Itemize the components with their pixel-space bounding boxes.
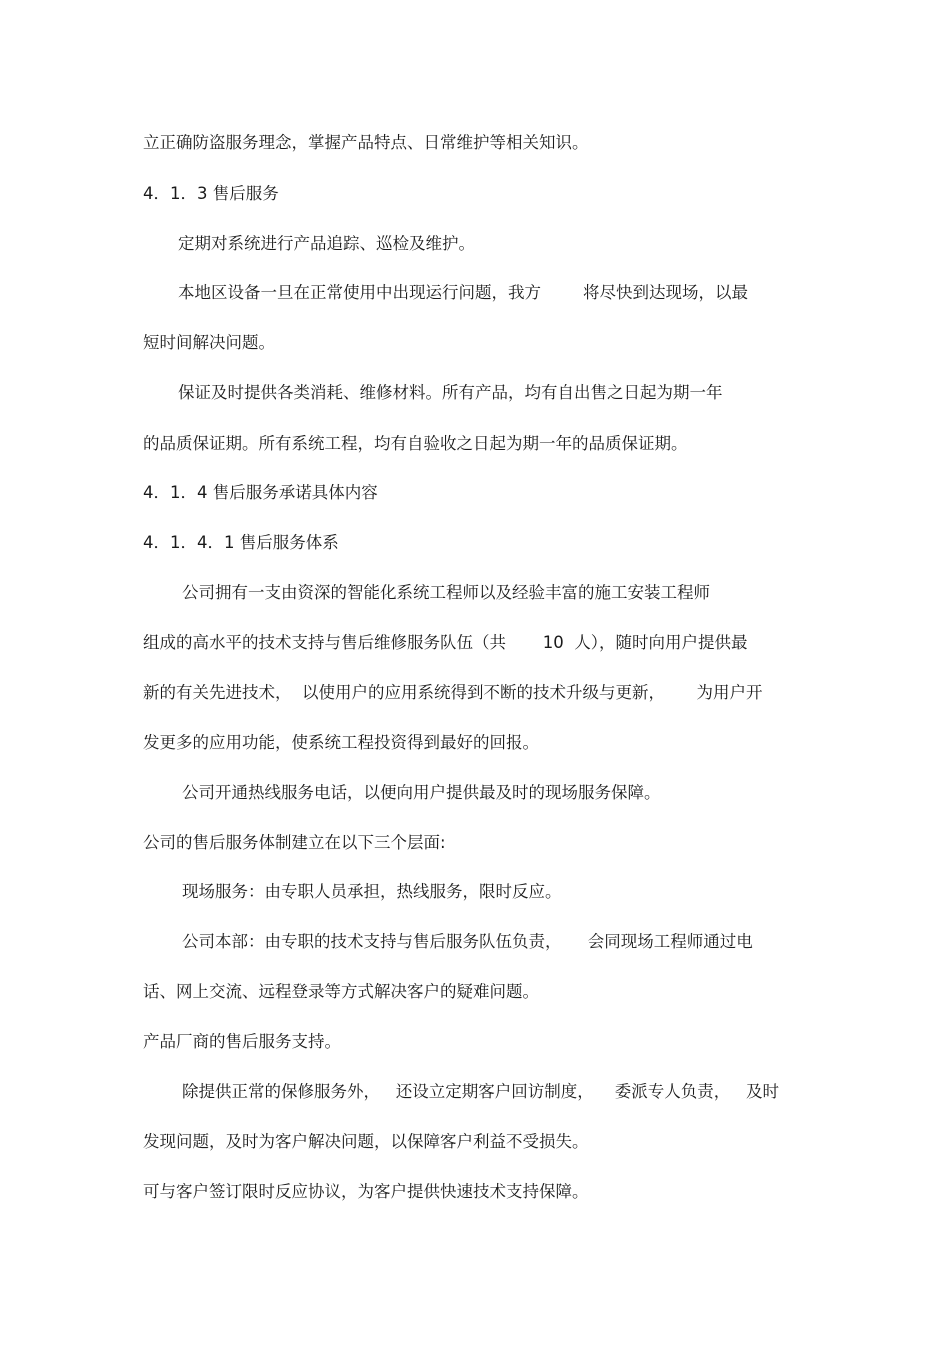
paragraph-line: 本地区设备一旦在正常使用中出现运行问题，我方 将尽快到达现场，以最 xyxy=(178,283,748,302)
paragraph-line: 的品质保证期。所有系统工程，均有自验收之日起为期一年的品质保证期。 xyxy=(143,434,688,453)
list-item-onsite-service: 现场服务：由专职人员承担，热线服务，限时反应。 xyxy=(182,882,562,901)
paragraph-line: 新的有关先进技术， 以使用户的应用系统得到不断的技术升级与更新， 为用户开 xyxy=(143,683,763,702)
paragraph-line: 发更多的应用功能，使系统工程投资得到最好的回报。 xyxy=(143,733,539,752)
paragraph-line: 立正确防盗服务理念，掌握产品特点、日常维护等相关知识。 xyxy=(143,133,589,152)
section-heading-4-1-4: 4．1．4 售后服务承诺具体内容 xyxy=(143,483,378,502)
list-item-headquarters: 公司本部：由专职的技术支持与售后服务队伍负责， 会同现场工程师通过电 xyxy=(182,932,753,951)
section-heading-4-1-3: 4．1．3 售后服务 xyxy=(143,184,279,203)
paragraph-line: 公司拥有一支由资深的智能化系统工程师以及经验丰富的施工安装工程师 xyxy=(182,583,710,602)
paragraph-line: 除提供正常的保修服务外， 还设立定期客户回访制度， 委派专人负责， 及时 xyxy=(182,1082,779,1101)
paragraph-line: 公司开通热线服务电话，以便向用户提供最及时的现场服务保障。 xyxy=(182,783,661,802)
paragraph-line: 可与客户签订限时反应协议，为客户提供快速技术支持保障。 xyxy=(143,1182,589,1201)
paragraph-line: 保证及时提供各类消耗、维修材料。所有产品，均有自出售之日起为期一年 xyxy=(178,383,723,402)
paragraph-line: 短时间解决问题。 xyxy=(143,333,275,352)
paragraph-line: 发现问题，及时为客户解决问题，以保障客户利益不受损失。 xyxy=(143,1132,589,1151)
paragraph-line: 公司的售后服务体制建立在以下三个层面: xyxy=(143,833,446,852)
section-heading-4-1-4-1: 4．1．4．1 售后服务体系 xyxy=(143,533,339,552)
list-item-manufacturer-support: 产品厂商的售后服务支持。 xyxy=(143,1032,341,1051)
paragraph-line: 话、网上交流、远程登录等方式解决客户的疑难问题。 xyxy=(143,982,539,1001)
paragraph-line: 组成的高水平的技术支持与售后维修服务队伍（共 10 人），随时向用户提供最 xyxy=(143,633,748,652)
paragraph-line: 定期对系统进行产品追踪、巡检及维护。 xyxy=(178,234,475,253)
